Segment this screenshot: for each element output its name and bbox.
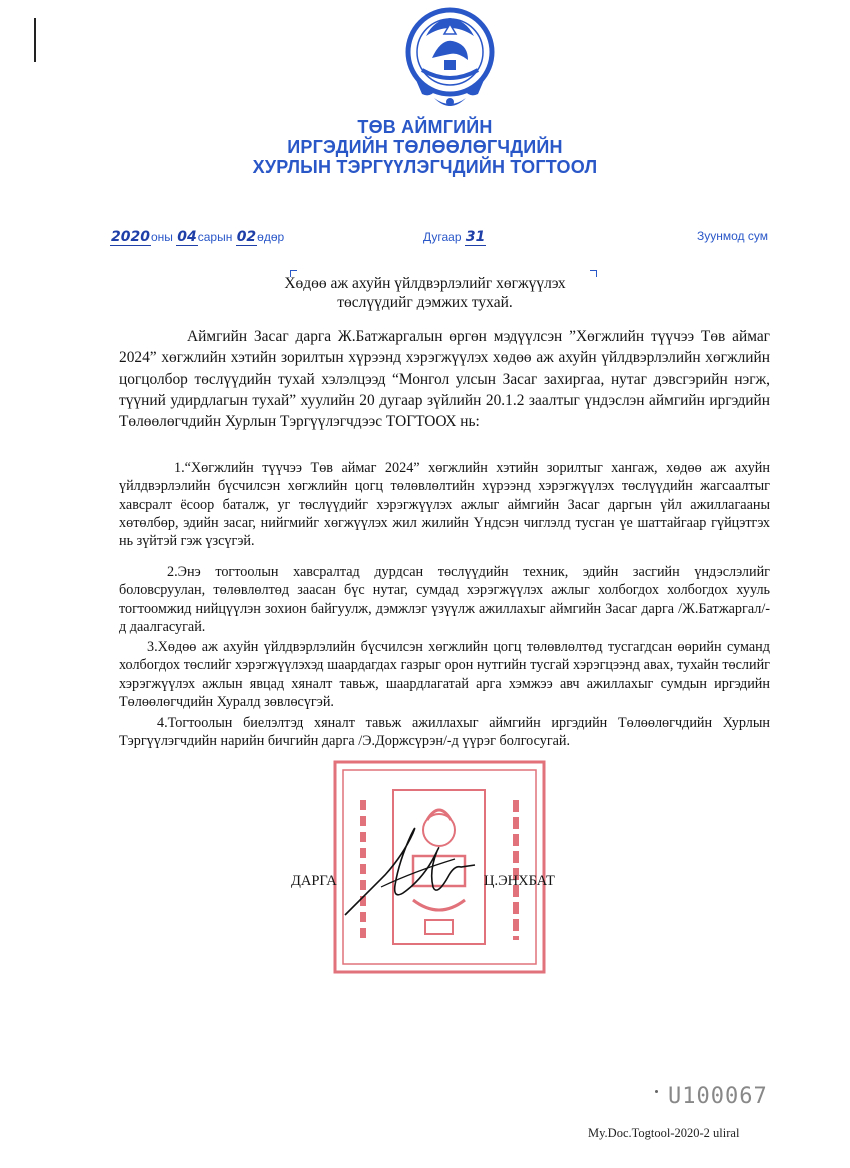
date-month: 04: [177, 229, 197, 245]
date-day-suffix: өдөр: [257, 230, 285, 244]
number-value: 31: [465, 229, 486, 245]
clause-1: 1.“Хөгжлийн түүчээ Төв аймаг 2024” хөгжлийн хэтийн зорилтыг хангаж, хөдөө аж ахуйн үйлдвэрлэлийн бүсчилсэн хөгжлийн цогц төлөвлөлтийн хүрээнд хэрэгжүүлэх төслүүдийн жагсаалтыг хавсралт ёсоор баталж, уг төслүүдийг хэрэгжүүлэх ажлыг аймгийн Засаг даргын үйл ажиллагааны хөтөлбөр, эдийн засаг, нийгмийг хөгжүүлэх жил жилийн Үндсэн чиглэлд тусган үе шаттайгаар гүйцэтгэх нь зүйтэй гэж үзсүгэй.: [119, 460, 770, 550]
signature-scribble-icon: [325, 815, 495, 925]
date-year: 2020: [111, 229, 150, 245]
preamble-paragraph: Аймгийн Засаг дарга Ж.Батжаргалын өргөн мэдүүлсэн ”Хөгжлийн түүчээ Төв аймаг 2024” хөгжлийн хэтийн зорилтын хүрээнд хэрэгжүүлэх хөдөө аж ахуйн үйлдвэрлэлийн хөгжлийн цогцолбор төслүүдийн тухай хэлэлцээд “Монгол улсын Засаг захиргаа, нутаг дэвсгэрийн нэгж, түүний удирдлагын тухай” хуулийн 20 дугаар зүйлийн 20.1.2 заалтыг үндэслэн аймгийн иргэдийн Төлөөлөгчдийн Хурлын Тэргүүлэгчдээс ТОГТООХ нь:: [119, 328, 770, 431]
clause-2: 2.Энэ тогтоолын хавсралтад дурдсан төслүүдийн техник, эдийн засгийн үндэслэлийг боловсруулан, төлөвлөлтөд заасан бүс нутаг, сумдад хэрэгжүүлэх ажлыг холбогдох холбогдох хууль тогтоомжид нийцүүлэн зохион байгуулж, дэмжлэг үзүүлж ажиллахыг аймгийн Засаг дарга /Ж.Батжаргал/-д даалгасугай.: [119, 564, 770, 635]
resolution-number: [423, 229, 486, 245]
number-label: Дугаар: [423, 230, 462, 244]
date-year-suffix: оны: [150, 230, 173, 244]
signatory-name: Ц.ЭНХБАТ: [484, 873, 555, 889]
subject-line-2: төслүүдийг дэмжих тухай.: [337, 294, 513, 311]
clause-3: 3.Хөдөө аж ахуйн үйлдвэрлэлийн бүсчилсэн хөгжлийн цогц төлөвлөлтөд тусгагдсан өөрийн суманд холбогдох төслийг хэрэгжүүлэхэд шаардагдах газрыг орон нутгийн тусгай хэрэгцээнд авах, тухайн төслийг хэрэгжүүлэх ажлын явцад хяналт тавьж, шаардлагатай арга хэмжээ авч ажиллахыг сумдын иргэдийн Төлөөлөгчдийн Хуралд зөвлөсүгэй.: [119, 639, 770, 710]
signatory-title: ДАРГА: [291, 873, 337, 889]
page-edge-mark: [34, 18, 36, 62]
state-emblem-icon: [404, 6, 496, 112]
header-resolution: ХУРЛЫН ТЭРГҮҮЛЭГЧДИЙН ТОГТООЛ: [252, 157, 598, 177]
document-serial-number: U100067: [668, 1084, 768, 1109]
header-council: ИРГЭДИЙН ТӨЛӨӨЛӨГЧДИЙН: [287, 137, 563, 157]
resolution-place: Зуунмод сум: [697, 229, 768, 243]
serial-dot: [655, 1090, 658, 1093]
clause-4: 4.Тогтоолын биелэлтэд хяналт тавьж ажиллахыг аймгийн иргэдийн Төлөөлөгчдийн Хурлын Тэргүүлэгчдийн нарийн бичгийн дарга /Э.Доржсүрэн/-д үүрэг болгосугай.: [119, 715, 770, 750]
subject-line-1: Хөдөө аж ахуйн үйлдвэрлэлийг хөгжүүлэх: [284, 275, 566, 292]
date-day: 02: [236, 229, 257, 245]
document-footer: My.Doc.Togtool-2020-2 uliral: [588, 1126, 740, 1140]
resolution-date: [110, 229, 284, 245]
date-month-suffix: сарын: [197, 230, 233, 244]
header-aimag: ТӨВ АЙМГИЙН: [357, 117, 493, 137]
